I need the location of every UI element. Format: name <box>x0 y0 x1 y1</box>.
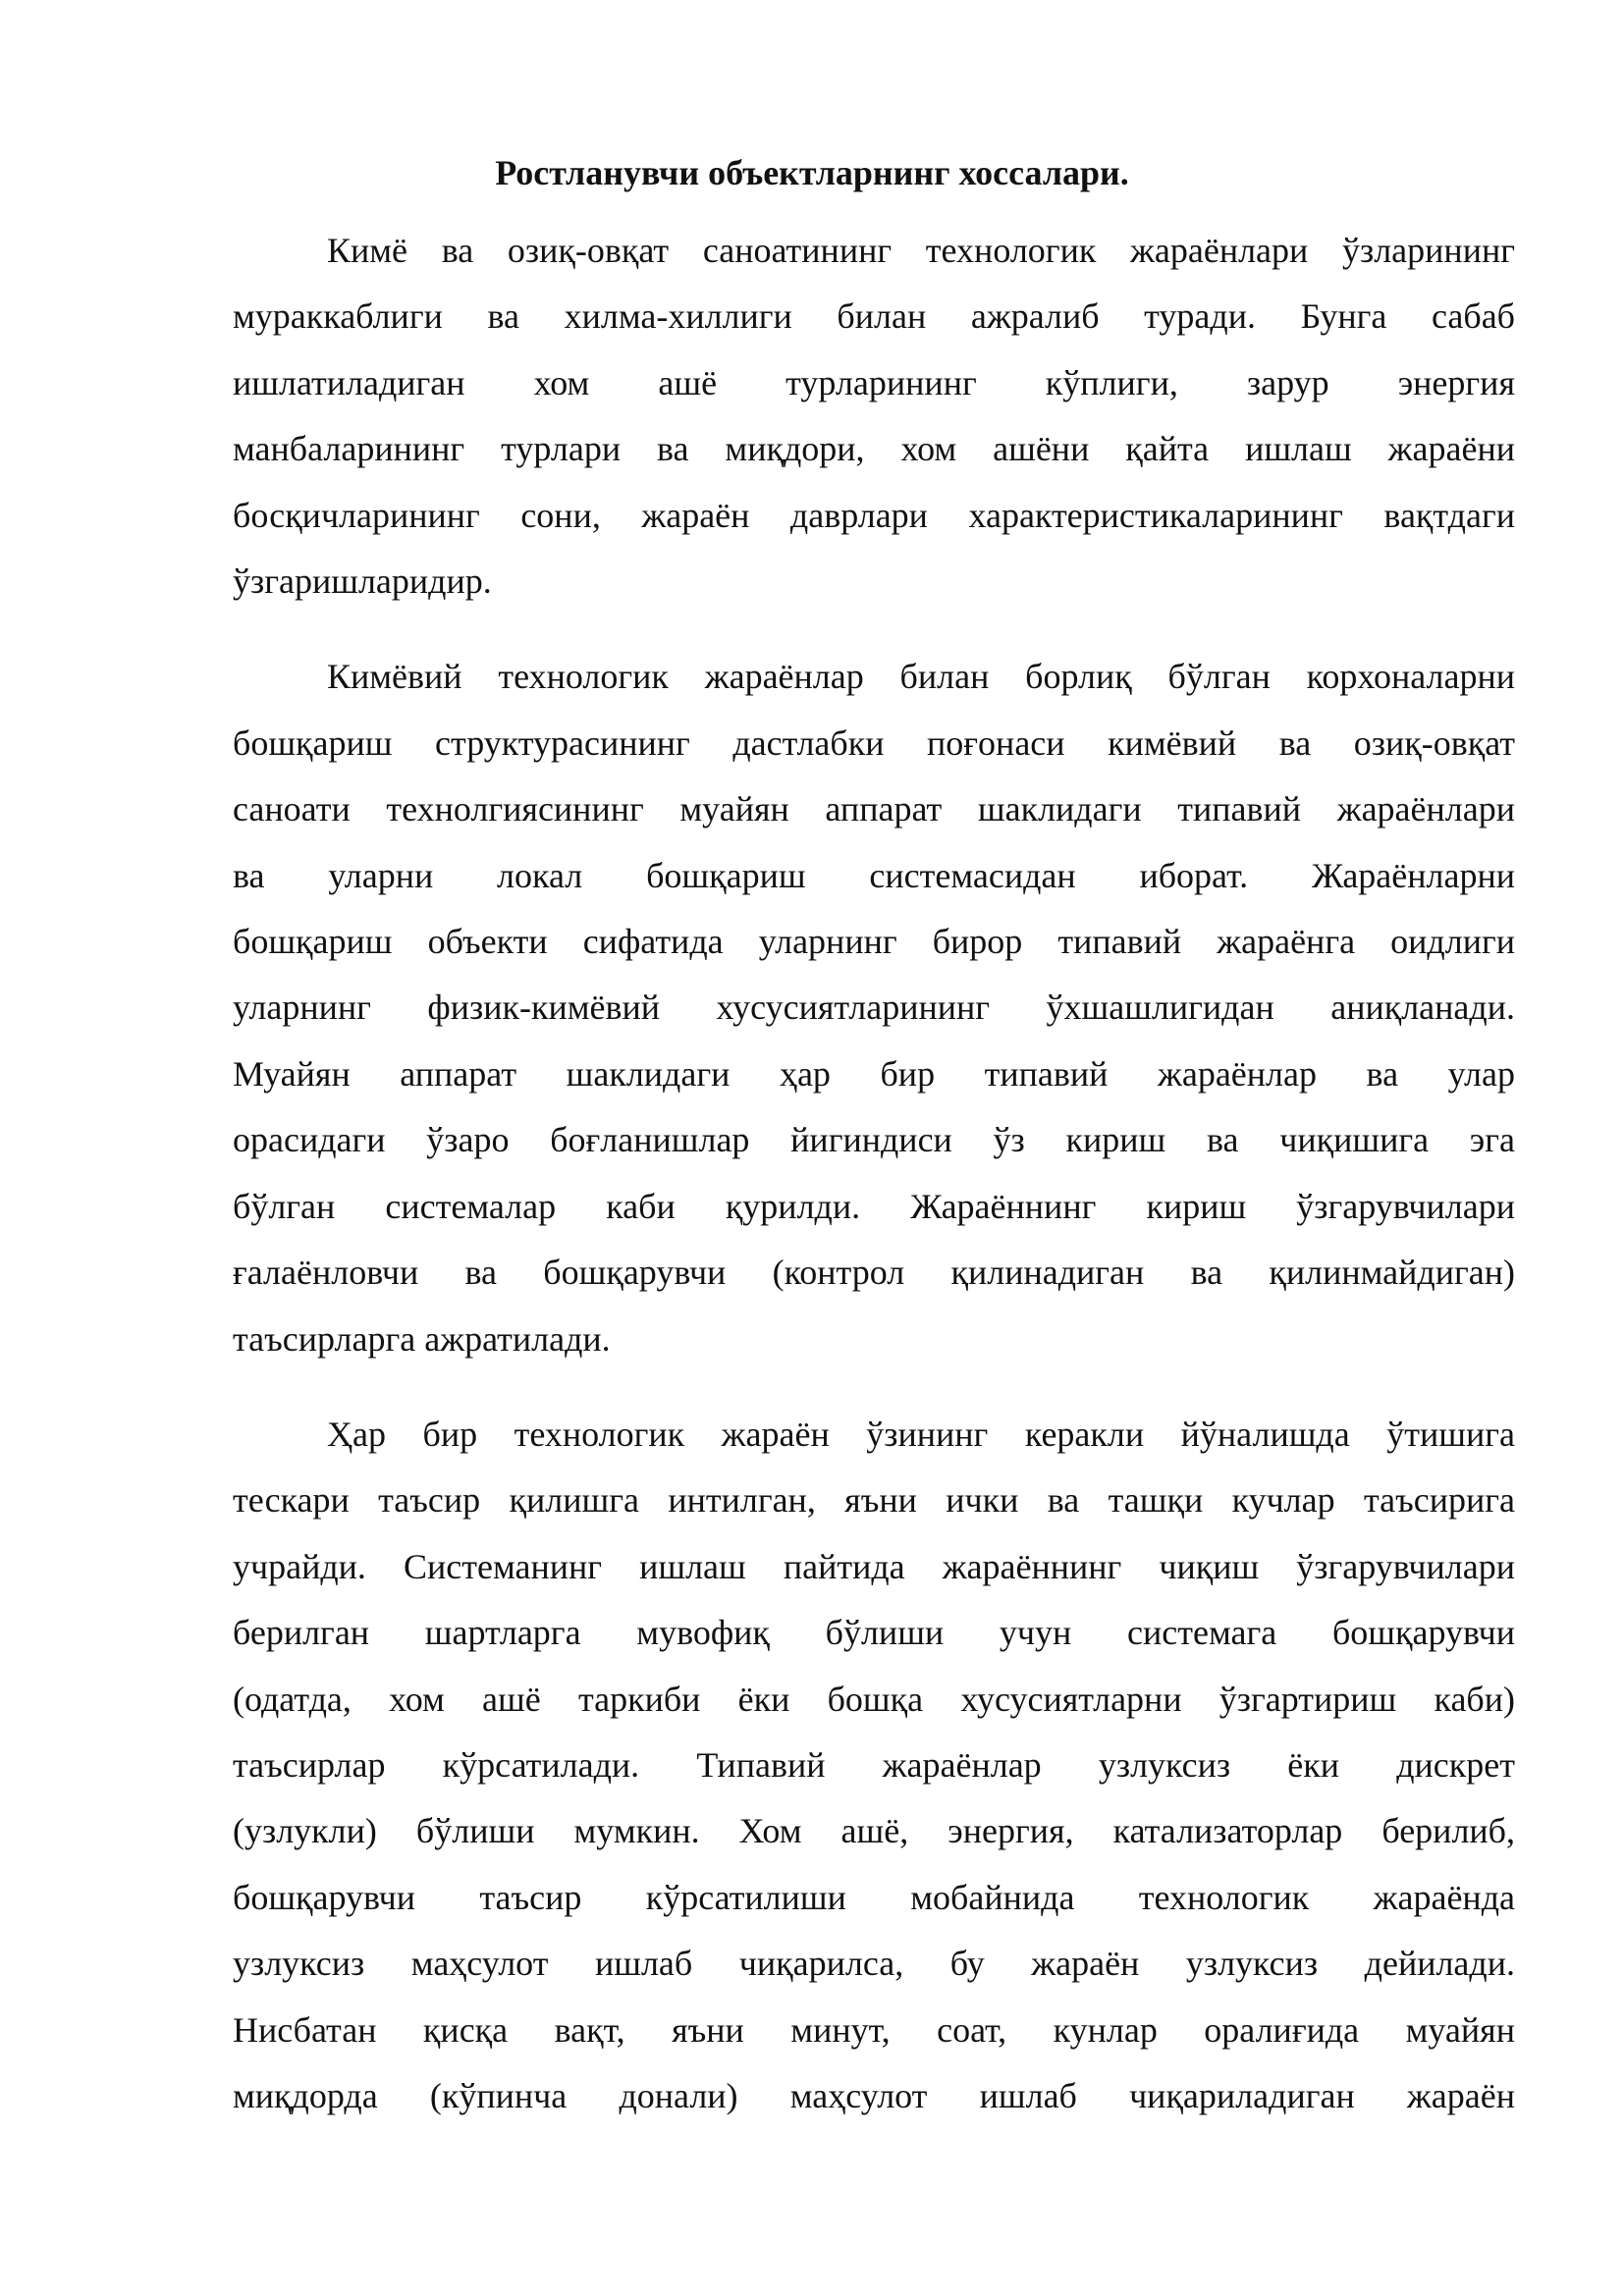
paragraph-3 <box>233 1402 1515 2129</box>
text-line: таъсирларга ажратилади. <box>233 1318 611 1359</box>
text-line: (одатда, хом ашё таркиби ёки бошқа хусусиятларни ўзгартириш каби) <box>233 1679 1515 1719</box>
text-line: Ҳар бир технологик жараён ўзининг керакли йўналишда ўтишига <box>327 1414 1515 1454</box>
paragraph-1 <box>233 218 1515 614</box>
text-line: манбаларининг турлари ва миқдори, хом ашёни қайта ишлаш жараёни <box>233 429 1515 469</box>
text-line: Кимёвий технологик жараёнлар билан борлиқ бўлган корхоналарни <box>327 657 1515 697</box>
text-line: босқичларининг сони, жараён даврлари характеристикаларининг вақтдаги <box>233 495 1515 535</box>
text-line: (узлукли) бўлиши мумкин. Хом ашё, энергия, катализаторлар берилиб, <box>233 1811 1515 1851</box>
text-line: ишлатиладиган хом ашё турларининг кўплиги, зарур энергия <box>233 362 1515 402</box>
text-line: ўзгаришларидир. <box>233 561 492 602</box>
text-line: Кимё ва озиқ-овқат саноатининг технологик жараёнлари ўзларининг <box>327 231 1515 270</box>
text-line: Муайян аппарат шаклидаги ҳар бир типавий жараёнлар ва улар <box>233 1053 1515 1094</box>
text-line: узлуксиз маҳсулот ишлаб чиқарилса, бу жараён узлуксиз дейилади. <box>233 1944 1515 1984</box>
text-line: бошқариш структурасининг дастлабки поғонаси кимёвий ва озиқ-овқат <box>233 722 1515 763</box>
text-line: учрайди. Системанинг ишлаш пайтида жараённинг чиқиш ўзгарувчилари <box>233 1546 1515 1586</box>
text-line: бўлган системалар каби қурилди. Жараённинг кириш ўзгарувчилари <box>233 1186 1515 1226</box>
paragraph-2 <box>233 644 1515 1371</box>
text-line: берилган шартларга мувофиқ бўлиши учун системага бошқарувчи <box>233 1613 1515 1653</box>
text-line: бошқарувчи таъсир кўрсатилиши мобайнида технологик жараёнда <box>233 1877 1515 1917</box>
text-line: Нисбатан қисқа вақт, яъни минут, соат, кунлар оралиғида муайян <box>233 2009 1515 2050</box>
text-line: ғалаёнловчи ва бошқарувчи (контрол қилинадиган ва қилинмайдиган) <box>233 1253 1515 1293</box>
text-line: тескари таъсир қилишга интилган, яъни ички ва ташқи кучлар таъсирига <box>233 1480 1515 1521</box>
text-line: ва уларни локал бошқариш системасидан иборат. Жараёнларни <box>233 855 1515 895</box>
document-body <box>233 218 1515 2129</box>
text-line: миқдорда (кўпинча донали) маҳсулот ишлаб чиқариладиган жараён <box>233 2075 1515 2115</box>
document-title: Ростланувчи объектларнинг хоссалари. <box>495 153 1129 192</box>
text-line: таъсирлар кўрсатилади. Типавий жараёнлар узлуксиз ёки дискрет <box>233 1744 1515 1785</box>
text-line: орасидаги ўзаро боғланишлар йигиндиси ўз кириш ва чиқишига эга <box>233 1120 1515 1160</box>
text-line: саноати технолгиясининг муайян аппарат шаклидаги типавий жараёнлари <box>233 789 1515 829</box>
text-line: бошқариш объекти сифатида уларнинг бирор типавий жараёнга оидлиги <box>233 922 1515 962</box>
text-line: уларнинг физик-кимёвий хусусиятларининг ўхшашлигидан аниқланади. <box>233 988 1515 1028</box>
text-line: мураккаблиги ва хилма-хиллиги билан ажралиб туради. Бунга сабаб <box>233 296 1515 337</box>
